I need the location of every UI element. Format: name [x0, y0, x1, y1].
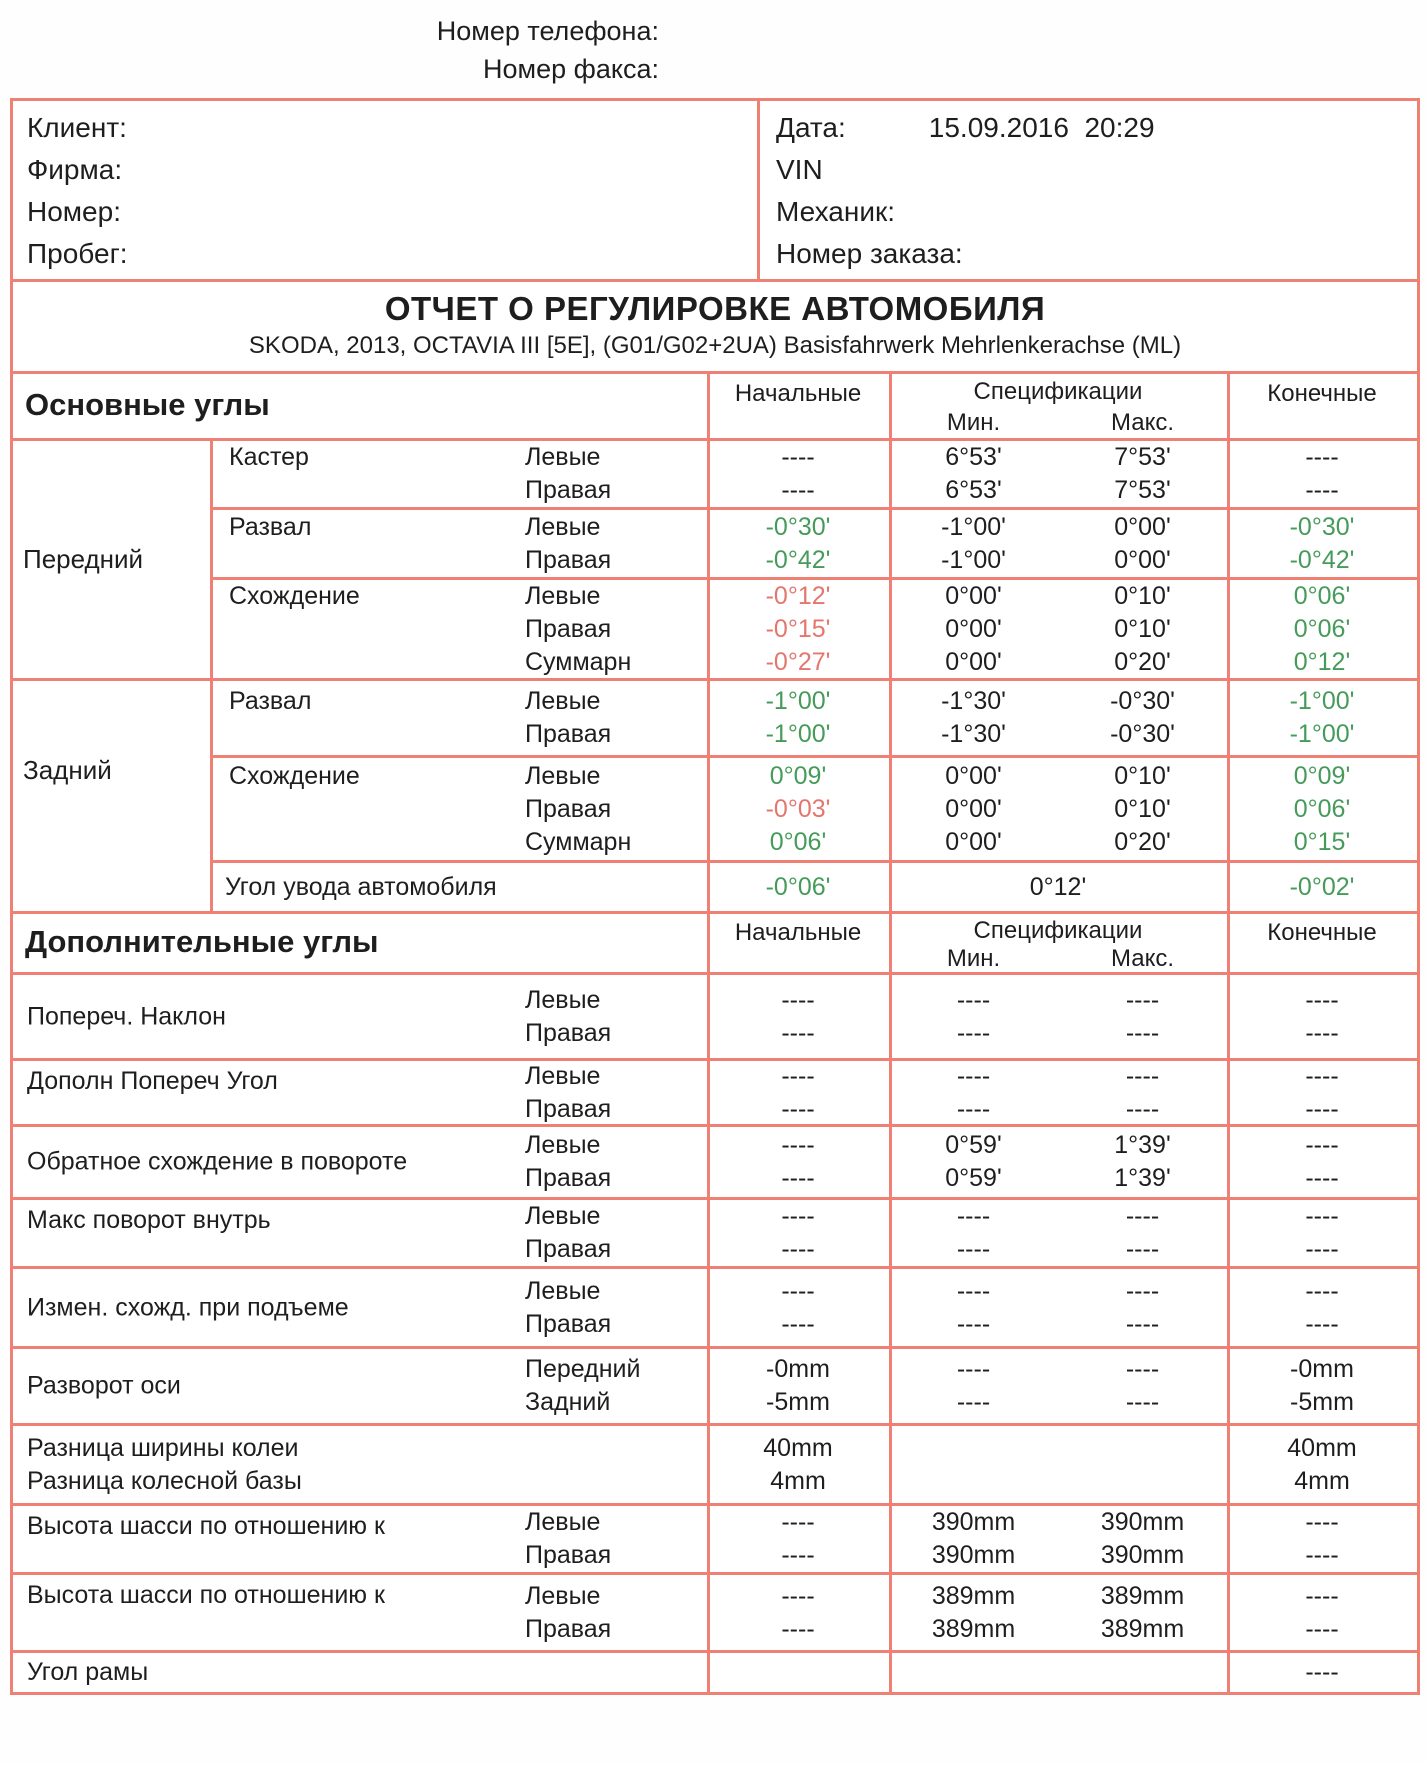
side-label: Левые: [525, 581, 601, 610]
spec-min-value: -1°00': [941, 545, 1006, 574]
final-value: -0°02': [1289, 872, 1355, 901]
spec-min-value: -1°30': [941, 720, 1006, 748]
col-header-final: Конечные: [1267, 919, 1377, 946]
final-value: 0°09': [1293, 761, 1351, 790]
spec-min-value: 0°00': [945, 827, 1002, 856]
spec-min-value: 6°53': [945, 443, 1002, 471]
spec-min-value: ----: [956, 1235, 991, 1263]
final-value: -0°30': [1289, 512, 1355, 541]
initial-value: ----: [781, 1131, 815, 1159]
setback-group: [13, 1346, 1417, 1423]
final-value: 0°06': [1293, 581, 1351, 610]
table-row: [213, 826, 1417, 859]
side-label: Левые: [525, 1276, 601, 1305]
spec-min-value: -1°30': [941, 687, 1006, 715]
spec-max-value: 0°10': [1114, 581, 1171, 610]
initial-value: -0°30': [765, 512, 831, 541]
table-row: [13, 1613, 1417, 1646]
final-value: ----: [1305, 1581, 1339, 1610]
initial-value: 0°09': [769, 761, 827, 790]
sai-group: [13, 972, 1417, 1058]
spec-max-value: ----: [1125, 1061, 1160, 1090]
param-label: Схождение: [229, 761, 360, 790]
number-label: Номер:: [27, 196, 121, 227]
side-label: Суммарн: [525, 827, 632, 856]
initial-value: ----: [781, 443, 815, 471]
final-value: 0°06': [1293, 614, 1351, 643]
table-row: [213, 441, 1417, 474]
param-label: Макс поворот внутрь: [27, 1206, 271, 1234]
initial-value: -0°12': [765, 581, 831, 610]
spec-min-value: 0°00': [945, 794, 1002, 823]
side-label: Левые: [525, 687, 601, 715]
initial-value: -5mm: [766, 1388, 830, 1416]
mechanic-row: [776, 191, 1417, 233]
final-value: -0mm: [1290, 1355, 1354, 1383]
table-row: [213, 613, 1417, 646]
final-value: 0°06': [1293, 794, 1351, 823]
table-row: [13, 1353, 1417, 1386]
initial-value: -0°42': [765, 545, 831, 574]
initial-value: ----: [781, 1061, 815, 1090]
spec-min-value: ----: [956, 1276, 991, 1305]
side-label: Задний: [525, 1388, 611, 1416]
side-label: Правая: [525, 720, 612, 748]
spec-min-value: 0°00': [945, 761, 1002, 790]
final-value: ----: [1305, 1094, 1339, 1123]
final-value: ----: [1305, 1541, 1339, 1569]
spec-max-value: ----: [1125, 1235, 1160, 1263]
spec-max-value: 389mm: [1100, 1614, 1185, 1643]
final-value: 4mm: [1294, 1466, 1350, 1495]
report-frame: [10, 98, 1420, 1695]
front-toe-group: [213, 577, 1417, 678]
spec-max-value: 390mm: [1100, 1508, 1185, 1536]
final-value: ----: [1305, 476, 1339, 504]
spec-max-value: ----: [1125, 1388, 1160, 1416]
side-label: Левые: [525, 1061, 601, 1090]
wheelbase-diff-label: Разница колесной базы: [27, 1466, 302, 1495]
col-header-spec: Спецификации: [973, 378, 1143, 405]
initial-value: ----: [781, 1276, 815, 1305]
side-label: Правая: [525, 545, 612, 574]
grid-line-spec: [889, 374, 892, 1692]
initial-value: ----: [781, 1581, 815, 1610]
col-header-min: Мин.: [946, 945, 1001, 972]
col-header-initial: Начальные: [734, 380, 862, 407]
mileage-label: Пробег:: [27, 238, 128, 269]
table-row: [213, 760, 1417, 793]
initial-value: -0°06': [765, 872, 831, 901]
spec-max-value: 0°20': [1114, 647, 1171, 676]
side-label: Правая: [525, 614, 612, 643]
axle-label-front: Передний: [13, 441, 213, 678]
spec-max-value: 1°39': [1114, 1164, 1171, 1192]
side-label: Правая: [525, 1018, 612, 1047]
param-label: Дополн Попереч Угол: [27, 1067, 278, 1095]
spec-min-value: 0°00': [945, 581, 1002, 610]
spec-min-value: ----: [956, 1388, 991, 1416]
axle-label-rear: Задний: [13, 681, 213, 860]
param-label: Разворот оси: [27, 1371, 181, 1400]
param-label: Высота шасси по отношению к: [27, 1512, 385, 1540]
ride-height-group-2: [13, 1572, 1417, 1650]
final-value: ----: [1305, 1276, 1339, 1305]
spec-min-value: ----: [956, 1309, 991, 1338]
initial-value: 4mm: [770, 1466, 826, 1495]
final-value: ----: [1305, 1508, 1339, 1536]
final-value: ----: [1305, 1164, 1339, 1192]
final-value: ----: [1305, 1202, 1339, 1230]
final-value: 40mm: [1287, 1433, 1357, 1462]
final-value: 0°12': [1293, 647, 1351, 676]
spec-max-value: 0°10': [1114, 761, 1171, 790]
final-value: ----: [1305, 1235, 1339, 1263]
final-value: ----: [1305, 1309, 1339, 1338]
spec-min-value: ----: [956, 1355, 991, 1383]
initial-value: ----: [781, 476, 815, 504]
side-label: Левые: [525, 761, 601, 790]
final-value: -1°00': [1289, 687, 1355, 715]
table-row: [213, 685, 1417, 718]
spec-max-value: 7°53': [1114, 476, 1171, 504]
initial-value: ----: [781, 1508, 815, 1536]
thrust-angle-row: [13, 860, 1417, 911]
side-label: Суммарн: [525, 647, 632, 676]
firm-label: Фирма:: [27, 154, 123, 185]
spec-min-value: 0°59': [945, 1164, 1002, 1192]
spec-min-value: -1°00': [941, 512, 1006, 541]
final-value: ----: [1305, 1018, 1339, 1047]
param-label: Кастер: [229, 443, 309, 471]
table-row: [213, 646, 1417, 679]
spec-value: 0°12': [1029, 872, 1087, 901]
side-label: Правая: [525, 1094, 612, 1123]
side-label: Левые: [525, 1131, 601, 1159]
additional-angles-title: Дополнительные углы: [25, 924, 379, 959]
spec-min-value: 389mm: [931, 1614, 1016, 1643]
date-row: [776, 107, 1417, 149]
spec-min-value: ----: [956, 1202, 991, 1230]
client-info-right: [760, 101, 1417, 279]
col-header-max: Макс.: [1110, 945, 1175, 972]
param-label: Попереч. Наклон: [27, 1002, 226, 1030]
initial-value: ----: [781, 1094, 815, 1123]
rear-axle-section: [13, 678, 1417, 860]
table-row: [213, 511, 1417, 544]
table-row: [213, 474, 1417, 507]
initial-value: ----: [781, 1202, 815, 1230]
param-label: Развал: [229, 512, 312, 541]
spec-max-value: 390mm: [1100, 1541, 1185, 1569]
initial-value: ----: [781, 1164, 815, 1192]
thrust-angle-label: Угол увода автомобиля: [225, 872, 497, 901]
col-header-final: Конечные: [1267, 380, 1377, 407]
final-value: ----: [1305, 1614, 1339, 1643]
spec-max-value: 0°20': [1114, 827, 1171, 856]
spec-min-value: ----: [956, 1094, 991, 1123]
side-label: Правая: [525, 1235, 612, 1263]
track-wheelbase-diff-group: [13, 1423, 1417, 1503]
side-label: Передний: [525, 1355, 641, 1383]
spec-max-value: 0°10': [1114, 614, 1171, 643]
side-label: Правая: [525, 1164, 612, 1192]
rear-camber-group: [213, 681, 1417, 755]
rear-toe-group: [213, 755, 1417, 860]
spec-max-value: ----: [1125, 1276, 1160, 1305]
spec-min-value: ----: [956, 985, 991, 1014]
spec-max-value: ----: [1125, 985, 1160, 1014]
spec-max-value: 0°00': [1114, 512, 1171, 541]
side-label: Левые: [525, 1202, 601, 1230]
report-title: ОТЧЕТ О РЕГУЛИРОВКЕ АВТОМОБИЛЯ: [384, 290, 1046, 327]
spec-max-value: ----: [1125, 1018, 1160, 1047]
spec-max-value: ----: [1125, 1355, 1160, 1383]
table-row: [13, 1539, 1417, 1572]
side-label: Левые: [525, 443, 601, 471]
initial-value: 40mm: [763, 1433, 833, 1462]
final-value: ----: [1305, 443, 1339, 471]
param-label: Схождение: [229, 581, 360, 610]
vin-label: VIN: [776, 154, 823, 185]
final-value: ----: [1305, 1658, 1339, 1686]
param-label: Обратное схождение в повороте: [27, 1147, 408, 1176]
spec-min-value: 389mm: [931, 1581, 1016, 1610]
side-label: Правая: [525, 476, 612, 504]
col-header-spec: Спецификации: [973, 917, 1143, 944]
ride-height-group-1: [13, 1503, 1417, 1572]
side-label: Левые: [525, 512, 601, 541]
final-value: ----: [1305, 1061, 1339, 1090]
col-header-initial: Начальные: [734, 919, 862, 946]
final-value: -5mm: [1290, 1388, 1354, 1416]
table-row: [213, 718, 1417, 751]
table-row: [213, 793, 1417, 826]
table-row: [13, 1386, 1417, 1419]
spec-min-value: 390mm: [931, 1508, 1016, 1536]
contact-labels: [0, 12, 659, 88]
table-row: [13, 1233, 1417, 1266]
vin-row: [776, 149, 1417, 191]
date-label: Дата:: [776, 112, 846, 143]
spec-max-value: ----: [1125, 1309, 1160, 1338]
spec-min-value: 0°00': [945, 614, 1002, 643]
phone-label: Номер телефона:: [436, 16, 659, 46]
order-row: [776, 233, 1417, 275]
spec-max-value: -0°30': [1110, 720, 1175, 748]
table-row: [213, 544, 1417, 577]
frame-angle-row: [13, 1650, 1417, 1692]
initial-value: -1°00': [765, 720, 831, 748]
initial-value: ----: [781, 985, 815, 1014]
side-label: Правая: [525, 1309, 612, 1338]
client-info-section: [13, 101, 1417, 279]
initial-value: ----: [781, 1235, 815, 1263]
initial-value: -0°15': [765, 614, 831, 643]
spec-min-value: ----: [956, 1018, 991, 1047]
spec-max-value: ----: [1125, 1094, 1160, 1123]
spec-min-value: 6°53': [945, 476, 1002, 504]
spec-min-value: 0°59': [945, 1131, 1002, 1159]
grid-line-initial: [707, 374, 710, 1692]
final-value: ----: [1305, 985, 1339, 1014]
side-label: Левые: [525, 1581, 601, 1610]
spec-max-value: ----: [1125, 1202, 1160, 1230]
col-header-max: Макс.: [1110, 409, 1175, 436]
spec-max-value: -0°30': [1110, 687, 1175, 715]
side-label: Правая: [525, 1614, 612, 1643]
order-label: Номер заказа:: [776, 238, 963, 269]
spec-min-value: ----: [956, 1061, 991, 1090]
final-value: -1°00': [1289, 720, 1355, 748]
max-turn-in-group: [13, 1197, 1417, 1266]
initial-value: -0°27': [765, 647, 831, 676]
date-value: 15.09.2016 20:29: [928, 112, 1155, 143]
frame-angle-label: Угол рамы: [27, 1658, 149, 1686]
track-width-diff-label: Разница ширины колеи: [27, 1433, 299, 1462]
spec-min-value: 0°00': [945, 647, 1002, 676]
side-label: Правая: [525, 794, 612, 823]
additional-angles-header: [13, 911, 1417, 972]
initial-value: -1°00': [765, 687, 831, 715]
client-label: Клиент:: [27, 112, 127, 143]
param-label: Высота шасси по отношению к: [27, 1581, 385, 1609]
initial-value: ----: [781, 1309, 815, 1338]
initial-value: ----: [781, 1541, 815, 1569]
spec-max-value: 0°00': [1114, 545, 1171, 574]
spec-min-value: 390mm: [931, 1541, 1016, 1569]
caster-group: [213, 441, 1417, 507]
side-label: Правая: [525, 1541, 612, 1569]
report-title-section: [13, 279, 1417, 371]
param-label: Измен. схожд. при подъеме: [27, 1293, 349, 1321]
final-value: -0°42': [1289, 545, 1355, 574]
vehicle-subtitle: SKODA, 2013, OCTAVIA III [5E], (G01/G02+2UA) Basisfahrwerk Mehrlenkerachse (ML): [248, 332, 1182, 359]
main-angles-title: Основные углы: [25, 387, 270, 422]
initial-value: ----: [781, 1018, 815, 1047]
initial-value: 0°06': [769, 827, 827, 856]
fax-label: Номер факса:: [483, 54, 659, 84]
front-camber-group: [213, 507, 1417, 577]
spec-max-value: 7°53': [1114, 443, 1171, 471]
toe-change-on-lift-group: [13, 1266, 1417, 1346]
spec-max-value: 389mm: [1100, 1581, 1185, 1610]
final-value: ----: [1305, 1131, 1339, 1159]
grid-line-final: [1227, 374, 1230, 1692]
table-row: [13, 1093, 1417, 1126]
spec-max-value: 0°10': [1114, 794, 1171, 823]
front-axle-section: [13, 438, 1417, 678]
side-label: Левые: [525, 1508, 601, 1536]
client-info-left: [13, 101, 760, 279]
final-value: 0°15': [1293, 827, 1351, 856]
initial-value: -0mm: [766, 1355, 830, 1383]
additional-sai-group: [13, 1058, 1417, 1124]
initial-value: -0°03': [765, 794, 831, 823]
toe-out-on-turns-group: [13, 1124, 1417, 1197]
side-label: Левые: [525, 985, 601, 1014]
table-row: [213, 580, 1417, 613]
initial-value: ----: [781, 1614, 815, 1643]
spec-max-value: 1°39': [1114, 1131, 1171, 1159]
main-angles-header: [13, 371, 1417, 438]
col-header-min: Мин.: [946, 409, 1001, 436]
param-label: Развал: [229, 687, 312, 715]
mechanic-label: Механик:: [776, 196, 895, 227]
